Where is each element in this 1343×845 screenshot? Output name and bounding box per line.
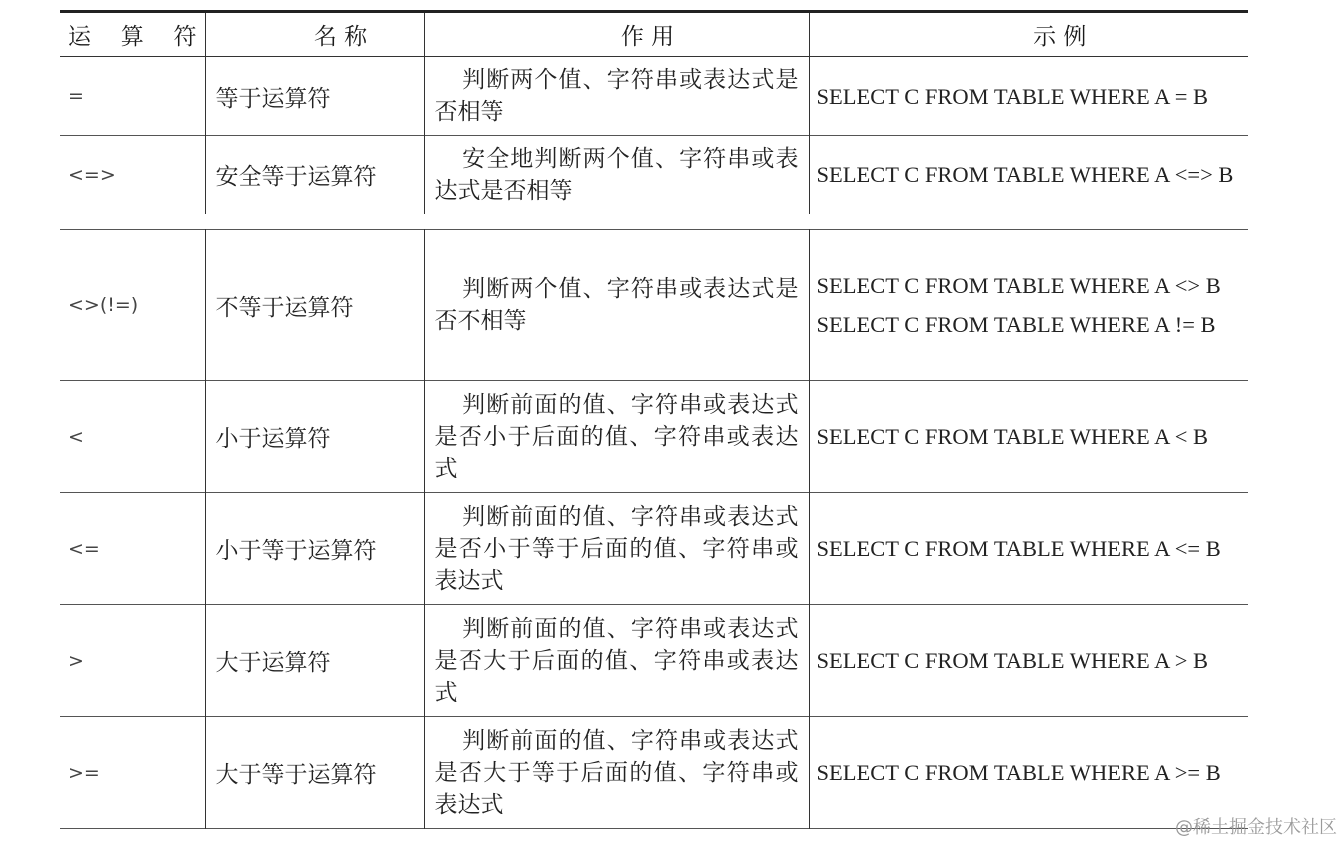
function-cell (424, 381, 809, 493)
example-cell (809, 493, 1248, 605)
header-name: 名 称 (205, 12, 424, 57)
operator-cell: >= (68, 761, 100, 784)
header-operator: 运 算 符 (68, 24, 197, 50)
example-text: SELECT C FROM TABLE WHERE A != B (816, 312, 1216, 337)
function-cell (424, 717, 809, 829)
name-cell: 安全等于运算符 (205, 136, 424, 214)
watermark: @稀土掘金技术社区 (1175, 817, 1337, 838)
example-text: SELECT C FROM TABLE WHERE A <=> B (816, 162, 1234, 188)
example-text: SELECT C FROM TABLE WHERE A >= B (816, 760, 1221, 785)
example-text: SELECT C FROM TABLE WHERE A = B (816, 83, 1209, 109)
function-text: 判断前面的值、字符串或表达式是否大于后面的值、字符串或表达式 (434, 615, 799, 706)
example-text: SELECT C FROM TABLE WHERE A > B (816, 648, 1209, 673)
table-row (60, 717, 1248, 829)
function-cell (424, 136, 809, 214)
function-text: 判断前面的值、字符串或表达式是否小于后面的值、字符串或表达式 (434, 391, 799, 482)
header-example: 示 例 (809, 12, 1248, 57)
example-cell (809, 136, 1248, 214)
function-cell (424, 605, 809, 717)
name-cell: 不等于运算符 (205, 230, 424, 381)
example-text: SELECT C FROM TABLE WHERE A <= B (816, 536, 1221, 561)
header-row (60, 12, 1248, 57)
header-function: 作 用 (424, 12, 809, 57)
table-row (60, 493, 1248, 605)
operator-cell: <=> (68, 163, 116, 186)
name-cell: 小于等于运算符 (205, 493, 424, 605)
example-cell (809, 381, 1248, 493)
function-cell (424, 493, 809, 605)
operator-cell: <>(!=) (68, 294, 139, 316)
function-text: 判断两个值、字符串或表达式是否不相等 (434, 276, 799, 334)
operator-cell: > (68, 649, 84, 672)
table-row (60, 136, 1248, 214)
table-row (60, 381, 1248, 493)
operator-cell: <= (68, 537, 100, 560)
operator-table-top (60, 10, 1248, 214)
function-text: 判断前面的值、字符串或表达式是否小于等于后面的值、字符串或表达式 (434, 503, 799, 594)
example-cell (809, 717, 1248, 829)
operator-cell: < (68, 425, 84, 448)
name-cell: 大于运算符 (205, 605, 424, 717)
function-text: 判断前面的值、字符串或表达式是否大于等于后面的值、字符串或表达式 (434, 727, 799, 818)
operator-cell: = (68, 85, 84, 107)
function-cell (424, 230, 809, 381)
function-cell (424, 57, 809, 136)
name-cell: 小于运算符 (205, 381, 424, 493)
example-cell (809, 605, 1248, 717)
name-cell: 等于运算符 (205, 57, 424, 136)
function-text: 安全地判断两个值、字符串或表达式是否相等 (434, 145, 799, 204)
function-text: 判断两个值、字符串或表达式是否相等 (434, 67, 799, 125)
table-row (60, 57, 1248, 136)
example-text: SELECT C FROM TABLE WHERE A <> B (816, 273, 1221, 298)
table-row (60, 230, 1248, 381)
example-cell (809, 57, 1248, 136)
operator-table-bottom (60, 229, 1248, 829)
table-row (60, 605, 1248, 717)
example-cell (809, 230, 1248, 381)
example-text: SELECT C FROM TABLE WHERE A < B (816, 424, 1209, 449)
name-cell: 大于等于运算符 (205, 717, 424, 829)
